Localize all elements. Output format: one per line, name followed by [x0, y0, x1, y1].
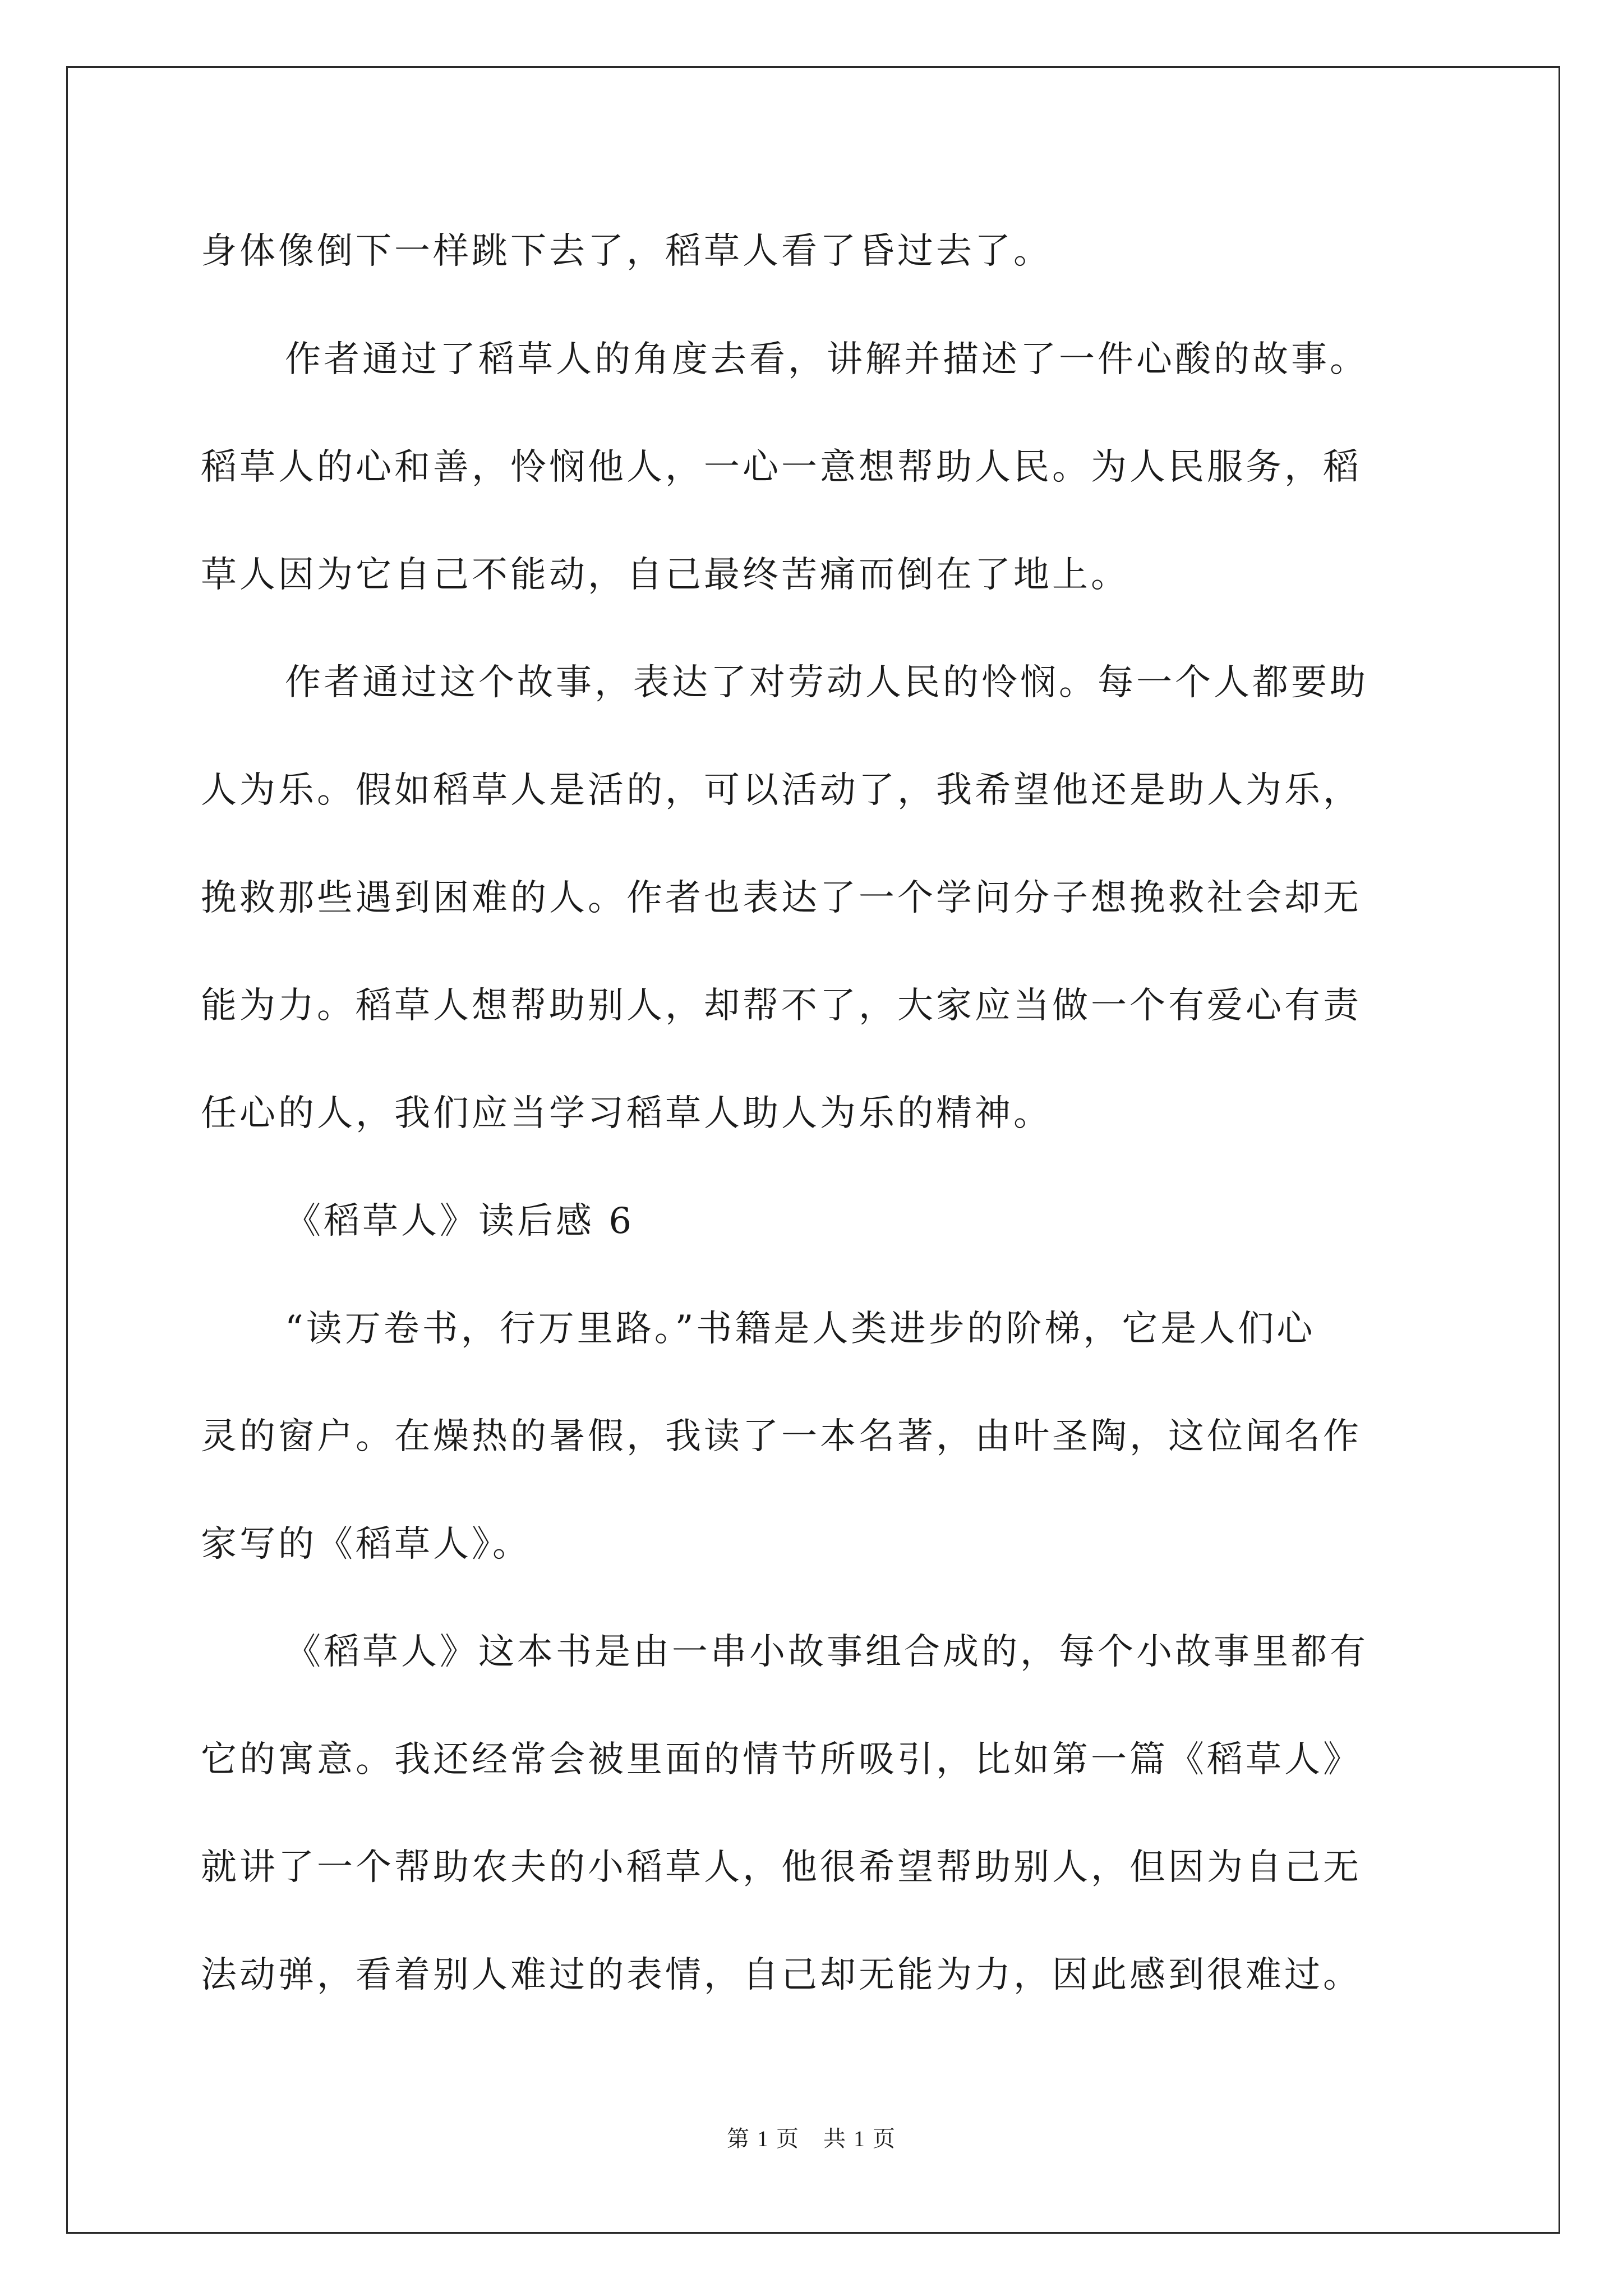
- body-line: 作者通过这个故事，表达了对劳动人民的怜悯。每一个人都要助: [285, 662, 1368, 703]
- body-line: 挽救那些遇到困难的人。作者也表达了一个学问分子想挽救社会却无: [201, 877, 1362, 919]
- body-line: 任心的人，我们应当学习稻草人助人为乐的精神。: [201, 1093, 1052, 1134]
- body-line: 作者通过了稻草人的角度去看，讲解并描述了一件心酸的故事。: [285, 339, 1368, 380]
- body-line: 能为力。稻草人想帮助别人，却帮不了，大家应当做一个有爱心有责: [201, 985, 1362, 1027]
- body-line: 身体像倒下一样跳下去了，稻草人看了昏过去了。: [201, 231, 1052, 272]
- page-number-footer: 第 1 页 共 1 页: [727, 2126, 896, 2151]
- body-line: “读万卷书，行万里路。”书籍是人类进步的阶梯，它是人们心: [285, 1308, 1316, 1350]
- body-line: 灵的窗户。在燥热的暑假，我读了一本名著，由叶圣陶，这位闻名作: [201, 1416, 1362, 1457]
- body-line: 它的寓意。我还经常会被里面的情节所吸引，比如第一篇《稻草人》: [201, 1739, 1362, 1780]
- body-line: 《稻草人》这本书是由一串小故事组合成的，每个小故事里都有: [285, 1631, 1368, 1673]
- body-line: 草人因为它自己不能动，自己最终苦痛而倒在了地上。: [201, 554, 1129, 596]
- body-line: 人为乐。假如稻草人是活的，可以活动了，我希望他还是助人为乐，: [201, 770, 1362, 811]
- body-line: 就讲了一个帮助农夫的小稻草人，他很希望帮助别人，但因为自己无: [201, 1847, 1362, 1888]
- body-line: 稻草人的心和善，怜悯他人，一心一意想帮助人民。为人民服务，稻: [201, 447, 1362, 488]
- section-heading: 《稻草人》读后感 6: [285, 1200, 635, 1242]
- body-line: 法动弹，看着别人难过的表情，自己却无能为力，因此感到很难过。: [201, 1954, 1362, 1996]
- page-border: [66, 66, 1560, 2234]
- body-line: 家写的《稻草人》。: [201, 1524, 531, 1565]
